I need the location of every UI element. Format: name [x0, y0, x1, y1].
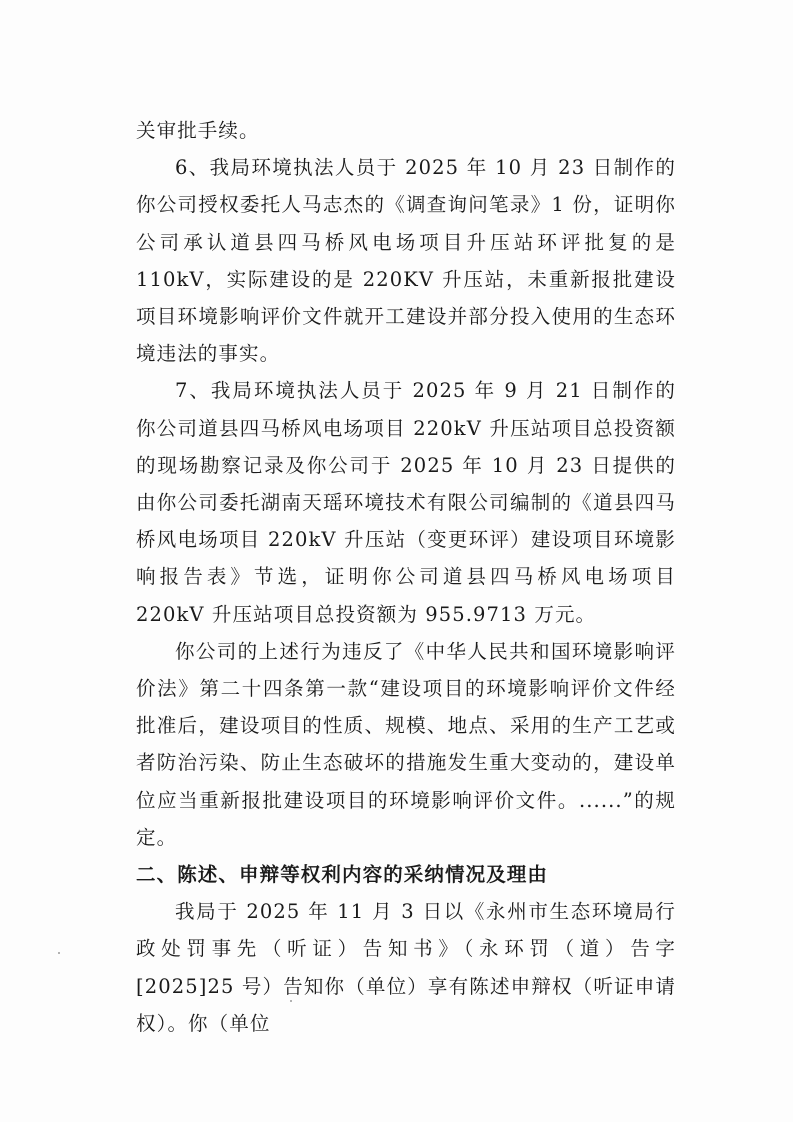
paragraph-violation: 你公司的上述行为违反了《中华人民共和国环境影响评价法》第二十四条第一款“建设项目的环境影响评价文件经批准后，建设项目的性质、规模、地点、采用的生产工艺或者防治污染、防止生态破坏的措施发生重大变动的，建设单位应当重新报批建设项目的环境影响评价文件。......”的规定。: [136, 639, 676, 849]
scan-speck: [58, 952, 60, 954]
paragraph-continuation: 关审批手续。: [136, 119, 260, 142]
document-body: [136, 112, 676, 1042]
paragraph-item-6: 6、我局环境执法人员于 2025 年 10 月 23 日制作的你公司授权委托人马志杰的《调查询问笔录》1 份，证明你公司承认道县四马桥风电场项目升压站环评批复的是 110kV，实际建设的是 220KV 升压站，未重新报批建设项目环境影响评价文件就开工建设并部分投入使用的生态环境违法的事实。: [136, 156, 676, 366]
paragraph-closing: 我局于 2025 年 11 月 3 日以《永州市生态环境局行政处罚事先（听证）告知书》（永环罚（道）告字[2025]25 号）告知你（单位）享有陈述申辩权（听证申请权）。你（单位: [136, 900, 676, 1035]
paragraph-item-7: 7、我局环境执法人员于 2025 年 9 月 21 日制作的你公司道县四马桥风电场项目 220kV 升压站项目总投资额的现场勘察记录及你公司于 2025 年 10 月 23 日提供的由你公司委托湖南天瑶环境技术有限公司编制的《道县四马桥风电场项目 220kV 升压站（变更环评）建设项目环境影响报告表》节选，证明你公司道县四马桥风电场项目 220kV 升压站项目总投资额为 955.9713 万元。: [136, 379, 676, 626]
section-heading: 二、陈述、申辩等权利内容的采纳情况及理由: [136, 863, 549, 887]
scan-speck: [290, 1000, 292, 1002]
